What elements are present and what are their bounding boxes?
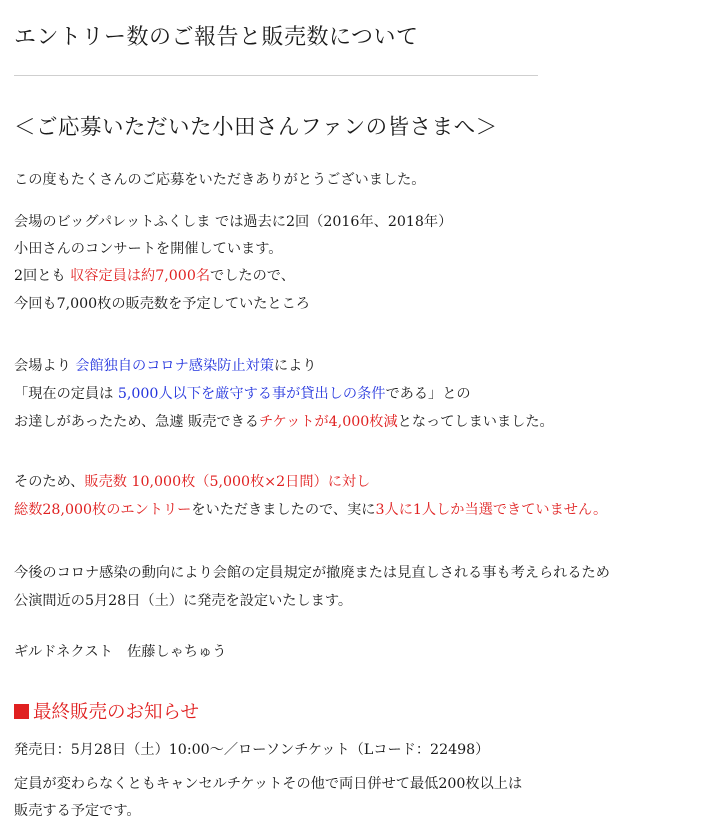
capacity-limit-text-a: 「現在の定員は xyxy=(14,386,118,402)
ticket-reduction-text-b: となってしまいました。 xyxy=(397,414,554,430)
planned-sales-line: 今回も7,000枚の販売数を予定していたところ xyxy=(14,296,310,312)
future-outlook-line: 今後のコロナ感染の動向により会館の定員規定が撤廃または見直しされる事も考えられるため xyxy=(14,565,610,581)
capacity-text-b: でしたので、 xyxy=(210,268,295,284)
signature: ギルドネクスト 佐藤しゃちゅう xyxy=(14,644,227,660)
red-square-icon xyxy=(14,704,29,719)
capacity-limit-highlight: 5,000人以下を厳守する事が貸出しの条件 xyxy=(117,386,386,402)
title-divider xyxy=(14,75,538,76)
ticket-reduction-text-a: お達しがあったため、急遽 販売できる xyxy=(14,414,259,430)
release-date-line: 公演間近の5月28日（土）に発売を設定いたします。 xyxy=(14,593,353,609)
notice-title-text: 最終販売のお知らせ xyxy=(33,702,199,723)
covid-policy-highlight: 会館独自のコロナ感染防止対策 xyxy=(75,358,274,374)
sales-count-line xyxy=(14,470,370,494)
entry-count-text: をいただきましたので、実に xyxy=(191,502,376,518)
win-rate-highlight: 3人に1人しか当選できていません。 xyxy=(375,502,608,518)
entry-count-highlight: 総数28,000枚のエントリー xyxy=(14,502,192,518)
sale-info-line: 発売日：5月28日（土）10:00〜／ローソンチケット（Lコード：22498） xyxy=(14,742,490,758)
ticket-reduction-highlight: チケットが4,000枚減 xyxy=(259,414,398,430)
venue-policy-text-a: 会場より xyxy=(14,358,76,374)
thanks-line: この度もたくさんのご応募をいただきありがとうございました。 xyxy=(14,172,426,188)
capacity-text-a: 2回とも xyxy=(14,268,71,284)
section-heading: ＜ご応募いただいた小田さんファンの皆さまへ＞ xyxy=(14,115,498,140)
concert-line: 小田さんのコンサートを開催しています。 xyxy=(14,241,283,257)
venue-policy-text-b: により xyxy=(273,358,317,374)
venue-history-line: 会場のビッグパレットふくしま では過去に2回（2016年、2018年） xyxy=(14,214,453,230)
venue-policy-line xyxy=(14,354,316,378)
capacity-limit-text-b: である」との xyxy=(385,386,471,402)
cancel-ticket-line: 定員が変わらなくともキャンセルチケットその他で両日併せて最低200枚以上は xyxy=(14,776,523,792)
sales-count-highlight: 販売数 10,000枚（5,000枚×2日間）に対し xyxy=(84,474,371,490)
sales-count-text-a: そのため、 xyxy=(14,474,85,490)
ticket-reduction-line xyxy=(14,410,554,434)
capacity-limit-line xyxy=(14,382,471,406)
capacity-line xyxy=(14,264,295,288)
final-sale-notice-title xyxy=(14,699,199,727)
sale-plan-line: 販売する予定です。 xyxy=(14,803,141,819)
capacity-highlight: 収容定員は約7,000名 xyxy=(70,268,211,284)
page-title: エントリー数のご報告と販売数について xyxy=(14,25,419,50)
entry-count-line xyxy=(14,498,607,522)
